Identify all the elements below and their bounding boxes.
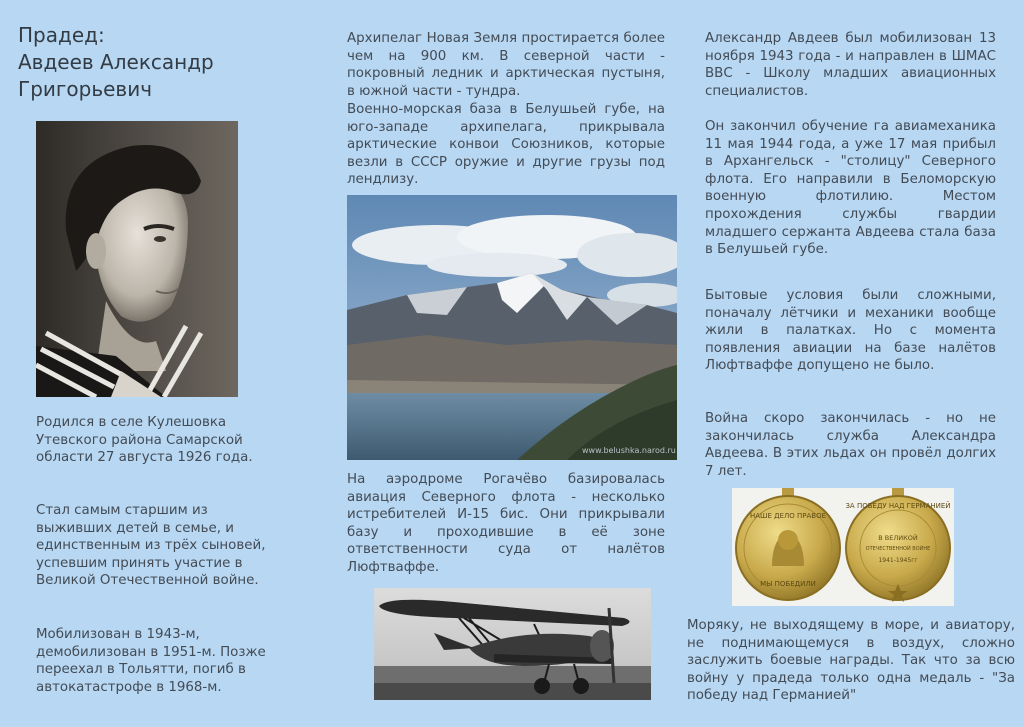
war-end-paragraph: Война скоро закончилась - но не закончилась служба Александра Авдеева. В этих льдах он провёл долгих 7 лет.	[705, 411, 996, 479]
bio-birth-paragraph: Родился в селе Кулешовка Утевского района Самарской области 27 августа 1926 года.	[36, 415, 253, 466]
title-line-2: Авдеев Александр	[18, 50, 214, 74]
naval-base-paragraph: Военно-морская база в Белушьей губе, на юго-западе архипелага, прикрывала арктические конвои Союзников, которые везли в СССР оружие и другие грузы под лендлизу.	[347, 102, 665, 188]
medal-reverse-years: 1941-1945гг	[878, 557, 918, 564]
bio-family-paragraph: Стал самым старшим из выживших детей в семье, и единственным из трёх сыновей, успевшим принять участие в Великой Отечественной войне.	[36, 503, 266, 589]
page-title	[18, 22, 318, 103]
medal-reverse-center-line2: ОТЕЧЕСТВЕННОЙ ВОЙНЕ	[865, 546, 931, 552]
medal-reverse-center-line1: В ВЕЛИКОЙ	[878, 534, 918, 542]
biplane-photo	[374, 588, 651, 700]
portrait-photo	[36, 121, 238, 397]
bio-service-paragraph: Мобилизован в 1943-м, демобилизован в 1951-м. Позже переехал в Тольятти, погиб в автокатастрофе в 1968-м.	[36, 627, 266, 695]
archipelago-paragraph: Архипелаг Новая Земля простирается более чем на 900 км. В северной части - покровный ледник и арктическая пустыня, в южной части - тундра.	[347, 31, 665, 99]
title-line-3: Григорьевич	[18, 77, 153, 101]
photo-watermark: www.belushka.narod.ru	[582, 446, 676, 455]
airfield-paragraph: На аэродроме Рогачёво базировалась авиация Северного флота - несколько истребителей И-15 бис. Они прикрывали базу и проходившие в её зоне ответственности суда от налётов Люфтваффе.	[347, 472, 665, 575]
training-paragraph: Он закончил обучение га авиамеханика 11 мая 1944 года, а уже 17 мая прибыл в Архангельск - "столицу" Северного флота. Его направили в Беломорскую военную флотилию. Местом прохождения службы гвардии младшего сержанта Авдеева стала база в Белушьей губе.	[705, 119, 996, 258]
medal-obverse-top-text: НАШЕ ДЕЛО ПРАВОЕ	[749, 512, 827, 520]
title-line-1: Прадед:	[18, 23, 105, 47]
mountain-photo	[347, 195, 677, 460]
medal-photo	[732, 488, 954, 606]
living-conditions-paragraph: Бытовые условия были сложными, поначалу лётчики и механики вообще жили в палатках. Но с момента появления авиации на базе налётов Люфтваффе допущено не было.	[705, 288, 996, 374]
medal-reverse-ring-text: ЗА ПОБЕДУ НАД ГЕРМАНИЕЙ	[845, 502, 951, 510]
medal-obverse-bottom-text: МЫ ПОБЕДИЛИ	[760, 580, 816, 588]
medal-paragraph: Моряку, не выходящему в море, и авиатору, не поднимающемуся в воздух, сложно заслужить боевые награды. Так что за всю войну у прадеда только одна медаль - "За победу над Германией"	[687, 618, 1015, 704]
mobilization-paragraph: Александр Авдеев был мобилизован 13 ноября 1943 года - и направлен в ШМАС ВВС - Школу младших авиационных специалистов.	[705, 31, 996, 99]
